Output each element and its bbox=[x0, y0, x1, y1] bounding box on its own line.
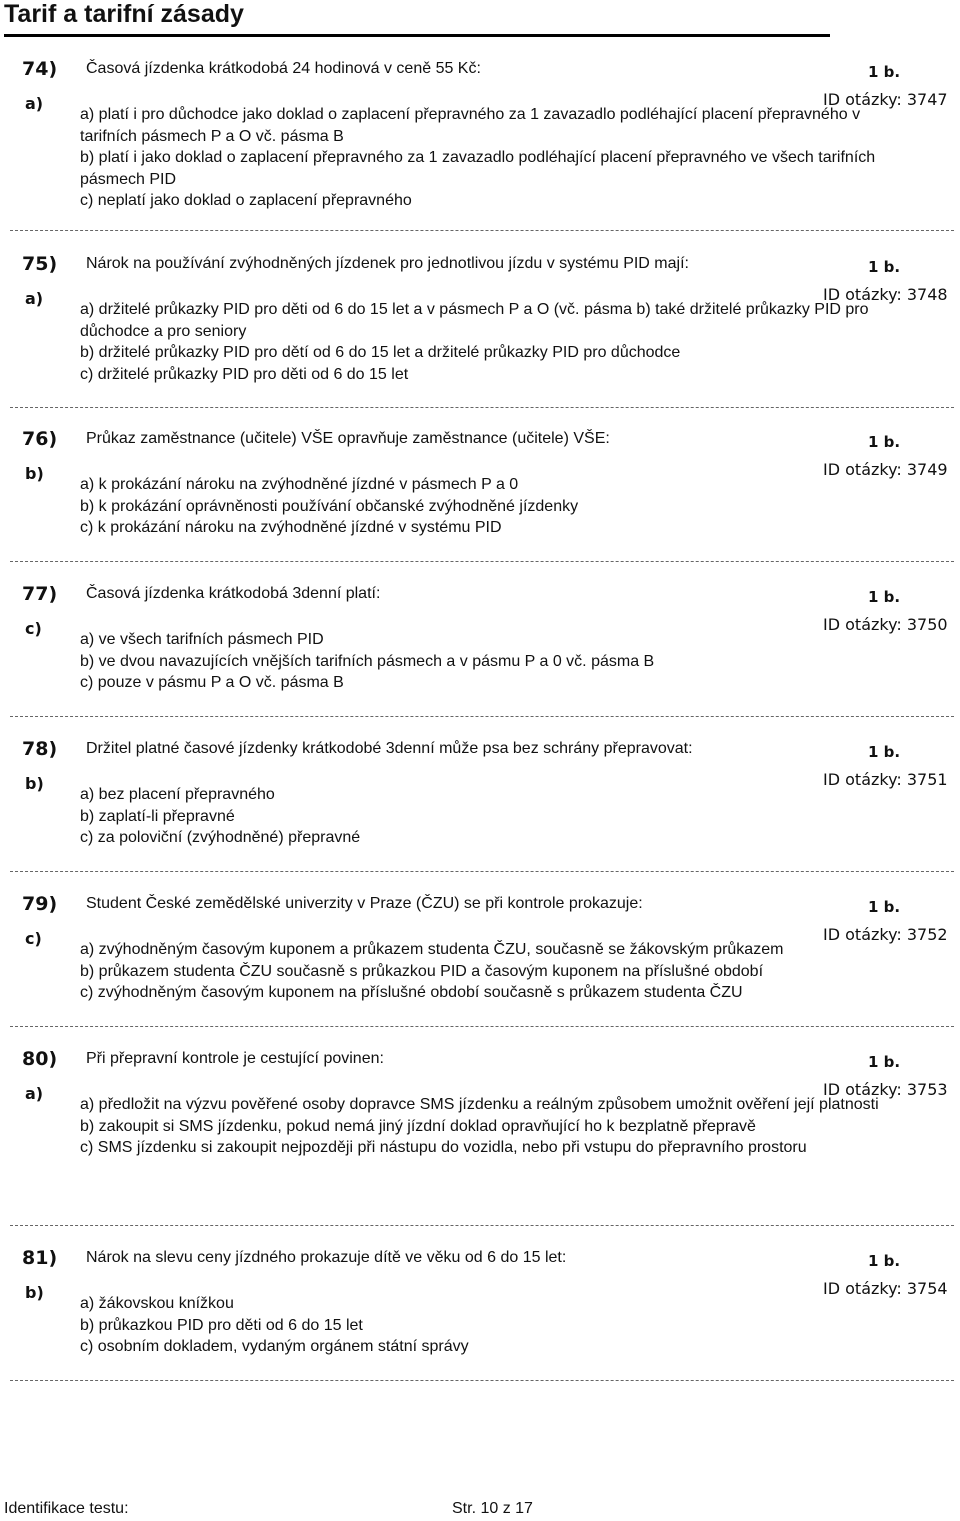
option-b: b) průkazkou PID pro děti od 6 do 15 let bbox=[80, 1316, 363, 1334]
separator bbox=[10, 407, 954, 408]
correct-answer: a) bbox=[25, 94, 44, 113]
question-74 bbox=[0, 58, 960, 214]
question-text: Časová jízdenka krátkodobá 3denní platí: bbox=[86, 585, 381, 602]
question-number: 74) bbox=[22, 58, 58, 80]
points: 1 b. bbox=[868, 258, 901, 276]
option-b: b) zaplatí-li přepravné bbox=[80, 807, 235, 825]
question-number: 78) bbox=[22, 738, 58, 760]
separator bbox=[10, 871, 954, 872]
points: 1 b. bbox=[868, 1252, 901, 1270]
option-a: a) k prokázání nároku na zvýhodněné jízdné v pásmech P a 0 bbox=[80, 476, 519, 493]
answer-options bbox=[80, 474, 920, 539]
correct-answer: b) bbox=[25, 774, 44, 793]
question-id: ID otázky: 3748 bbox=[823, 285, 948, 304]
question-80 bbox=[0, 1048, 960, 1204]
answer-options bbox=[80, 1094, 920, 1159]
option-b: b) ve dvou navazujících vnějších tarifních pásmech a v pásmu P a 0 vč. pásma B bbox=[80, 652, 655, 670]
correct-answer: a) bbox=[25, 289, 44, 308]
question-id: ID otázky: 3751 bbox=[823, 770, 948, 789]
option-c: c) za poloviční (zvýhodněné) přepravné bbox=[80, 829, 361, 846]
answer-options bbox=[80, 939, 920, 1004]
correct-answer: c) bbox=[25, 929, 42, 948]
question-text: Držitel platné časové jízdenky krátkodobé 3denní může psa bez schrány přepravovat: bbox=[86, 740, 693, 757]
option-c: c) pouze v pásmu P a O vč. pásma B bbox=[80, 674, 344, 691]
option-c: c) SMS jízdenku si zakoupit nejpozději při nástupu do vozidla, nebo při vstupu do přepravního prostoru bbox=[80, 1139, 807, 1156]
option-b: b) držitelé průkazky PID pro dětí od 6 do 15 let a držitelé průkazky PID pro důchodce bbox=[80, 344, 681, 361]
points: 1 b. bbox=[868, 743, 901, 761]
footer-page-number: Str. 10 z 17 bbox=[452, 1500, 533, 1517]
option-c: c) držitelé průkazky PID pro děti od 6 do 15 let bbox=[80, 365, 409, 383]
question-75 bbox=[0, 253, 960, 409]
option-c: c) neplatí jako doklad o zaplacení přepravného bbox=[80, 192, 412, 209]
option-a: a) držitelé průkazky PID pro děti od 6 do 15 let a v pásmech P a O (vč. pásma b) také držitelé průkazky PID pro důchodce a pro seniory bbox=[80, 301, 869, 340]
question-number: 79) bbox=[22, 893, 58, 915]
option-c: c) k prokázání nároku na zvýhodněné jízdné v systému PID bbox=[80, 519, 502, 536]
question-id: ID otázky: 3749 bbox=[823, 460, 948, 479]
title-rule bbox=[4, 34, 830, 37]
option-a: a) bez placení přepravného bbox=[80, 786, 275, 803]
question-id: ID otázky: 3747 bbox=[823, 90, 948, 109]
separator bbox=[10, 230, 954, 231]
footer-test-id-label: Identifikace testu: bbox=[4, 1500, 129, 1517]
question-id: ID otázky: 3750 bbox=[823, 615, 948, 634]
option-a: a) předložit na výzvu pověřené osoby dopravce SMS jízdenku a reálným způsobem umožnit ověření její platnosti bbox=[80, 1096, 879, 1113]
option-a: a) žákovskou knížkou bbox=[80, 1295, 234, 1312]
question-text: Nárok na slevu ceny jízdného prokazuje dítě ve věku od 6 do 15 let: bbox=[86, 1249, 567, 1266]
option-b: b) platí i jako doklad o zaplacení přepravného za 1 zavazadlo podléhající placení přepravného ve všech tarifních pásmech PID bbox=[80, 149, 876, 188]
question-number: 76) bbox=[22, 428, 58, 450]
question-id: ID otázky: 3753 bbox=[823, 1080, 948, 1099]
correct-answer: c) bbox=[25, 619, 42, 638]
separator bbox=[10, 716, 954, 717]
question-number: 75) bbox=[22, 253, 58, 275]
option-a: a) zvýhodněným časovým kuponem a průkazem studenta ČZU, současně se žákovským průkazem bbox=[80, 941, 784, 958]
points: 1 b. bbox=[868, 588, 901, 606]
option-a: a) ve všech tarifních pásmech PID bbox=[80, 631, 324, 648]
option-b: b) k prokázání oprávněnosti používání občanské zvýhodněné jízdenky bbox=[80, 497, 579, 515]
option-a: a) platí i pro důchodce jako doklad o zaplacení přepravného za 1 zavazadlo podléhající placení přepravného v tarifních pásmech P a O vč. pásma B bbox=[80, 106, 861, 145]
question-text: Průkaz zaměstnance (učitele) VŠE opravňuje zaměstnance (učitele) VŠE: bbox=[86, 430, 610, 447]
question-number: 81) bbox=[22, 1247, 58, 1269]
answer-options bbox=[80, 1293, 920, 1358]
points: 1 b. bbox=[868, 433, 901, 451]
separator bbox=[10, 1380, 954, 1381]
points: 1 b. bbox=[868, 898, 901, 916]
correct-answer: a) bbox=[25, 1084, 44, 1103]
correct-answer: b) bbox=[25, 1283, 44, 1302]
option-c: c) zvýhodněným časovým kuponem na příslušné období současně s průkazem studenta ČZU bbox=[80, 984, 743, 1001]
question-text: Nárok na používání zvýhodněných jízdenek pro jednotlivou jízdu v systému PID mají: bbox=[86, 255, 689, 272]
answer-options bbox=[80, 629, 920, 694]
question-id: ID otázky: 3752 bbox=[823, 925, 948, 944]
page-title: Tarif a tarifní zásady bbox=[4, 0, 244, 28]
points: 1 b. bbox=[868, 1053, 901, 1071]
option-b: b) zakoupit si SMS jízdenku, pokud nemá jiný jízdní doklad opravňující ho k bezplatně přepravě bbox=[80, 1117, 756, 1135]
option-c: c) osobním dokladem, vydaným orgánem státní správy bbox=[80, 1338, 469, 1355]
correct-answer: b) bbox=[25, 464, 44, 483]
question-id: ID otázky: 3754 bbox=[823, 1279, 948, 1298]
question-text: Časová jízdenka krátkodobá 24 hodinová v ceně 55 Kč: bbox=[86, 60, 481, 77]
question-text: Při přepravní kontrole je cestující povinen: bbox=[86, 1050, 384, 1067]
separator bbox=[10, 1225, 954, 1226]
points: 1 b. bbox=[868, 63, 901, 81]
question-text: Student České zemědělské univerzity v Praze (ČZU) se při kontrole prokazuje: bbox=[86, 895, 643, 912]
question-number: 80) bbox=[22, 1048, 58, 1070]
separator bbox=[10, 561, 954, 562]
answer-options bbox=[80, 784, 920, 849]
option-b: b) průkazem studenta ČZU současně s průkazkou PID a časovým kuponem na příslušné období bbox=[80, 962, 764, 980]
answer-options bbox=[80, 299, 870, 385]
separator bbox=[10, 1026, 954, 1027]
question-number: 77) bbox=[22, 583, 58, 605]
answer-options bbox=[80, 104, 880, 212]
